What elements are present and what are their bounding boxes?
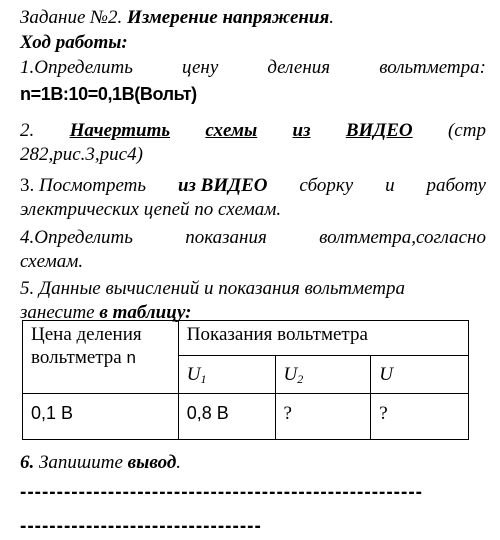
step-4-word: 4.Определить xyxy=(20,227,133,248)
voltmeter-table xyxy=(22,320,469,440)
step-2-word: ВИДЕО xyxy=(345,120,413,141)
step-2-word: из xyxy=(292,120,311,141)
step-1-word: 1.Определить xyxy=(20,57,133,78)
step-1-word: деления xyxy=(267,57,331,78)
step-3-line-1 xyxy=(20,174,486,198)
task-title-prefix: Задание №2. xyxy=(20,7,128,28)
cell-u-value: ? xyxy=(371,394,469,440)
header-u: U xyxy=(371,356,469,394)
header-readings: Показания вольтметра xyxy=(178,321,468,356)
step-6-bold: вывод xyxy=(127,452,177,473)
step-3-word: Посмотреть xyxy=(39,175,147,196)
cell-u1-value: 0,8 В xyxy=(178,394,275,440)
step-1-word: вольтметра: xyxy=(379,57,486,78)
step-1-word: цену xyxy=(181,57,219,78)
cell-u2-value: ? xyxy=(275,394,371,440)
step-2-word: Начертить xyxy=(69,120,171,141)
step-1-formula: n=1В:10=0,1В(Вольт) xyxy=(20,84,197,104)
step-5-line-2-text: занесите xyxy=(20,302,100,323)
step-2-word: схемы xyxy=(205,120,258,141)
header-u2-sub: 2 xyxy=(297,372,304,386)
step-3-word: работу xyxy=(426,175,486,196)
header-u2 xyxy=(275,356,371,394)
step-6-text: Запишите xyxy=(34,452,128,473)
step-4-word: волтметра,согласно xyxy=(319,227,486,248)
answer-dash-line-1: ------------------------------------------------------- xyxy=(20,482,423,503)
step-6 xyxy=(20,451,181,475)
header-u1-sub: 1 xyxy=(200,372,207,386)
header-price xyxy=(23,321,179,394)
progress-header: Ход работы: xyxy=(20,32,128,53)
header-price-line-1: Цена деления xyxy=(31,324,142,345)
step-6-dot: . xyxy=(176,452,181,473)
task-title xyxy=(20,6,334,30)
step-1-line-1 xyxy=(20,56,486,80)
step-3-word: из ВИДЕО xyxy=(177,175,268,196)
header-price-n: n xyxy=(126,348,136,367)
step-3-line-2: электрических цепей по схемам. xyxy=(20,199,282,220)
step-2-ref-open: (стр xyxy=(447,120,486,141)
step-2-number: 2. xyxy=(20,120,35,141)
step-3-number: 3. xyxy=(20,175,39,196)
step-2-ref-rest: 282,рис.3,рис4) xyxy=(20,144,143,165)
header-u1-letter: U xyxy=(186,364,201,385)
task-title-name: Измерение напряжения xyxy=(127,7,330,28)
header-u1 xyxy=(178,356,275,394)
step-5-line-1: 5. Данные вычислений и показания вольтметра xyxy=(20,278,406,299)
step-6-number: 6. xyxy=(20,452,35,473)
step-4-line-1 xyxy=(20,226,486,250)
step-3-word: и xyxy=(385,175,395,196)
header-u2-letter: U xyxy=(283,364,298,385)
header-price-line-2-text: вольтметра xyxy=(31,347,127,368)
header-price-line-2 xyxy=(31,346,170,369)
cell-price-value: 0,1 В xyxy=(23,394,179,440)
task-title-dot: . xyxy=(329,7,335,28)
answer-dash-line-2: --------------------------------- xyxy=(20,516,262,537)
step-4-line-2: схемам. xyxy=(20,251,84,272)
step-3-word: сборку xyxy=(299,175,354,196)
step-2-line-1 xyxy=(20,119,486,143)
step-4-word: показания xyxy=(185,227,267,248)
step-5-line-2-bold: в таблицу: xyxy=(99,302,192,323)
